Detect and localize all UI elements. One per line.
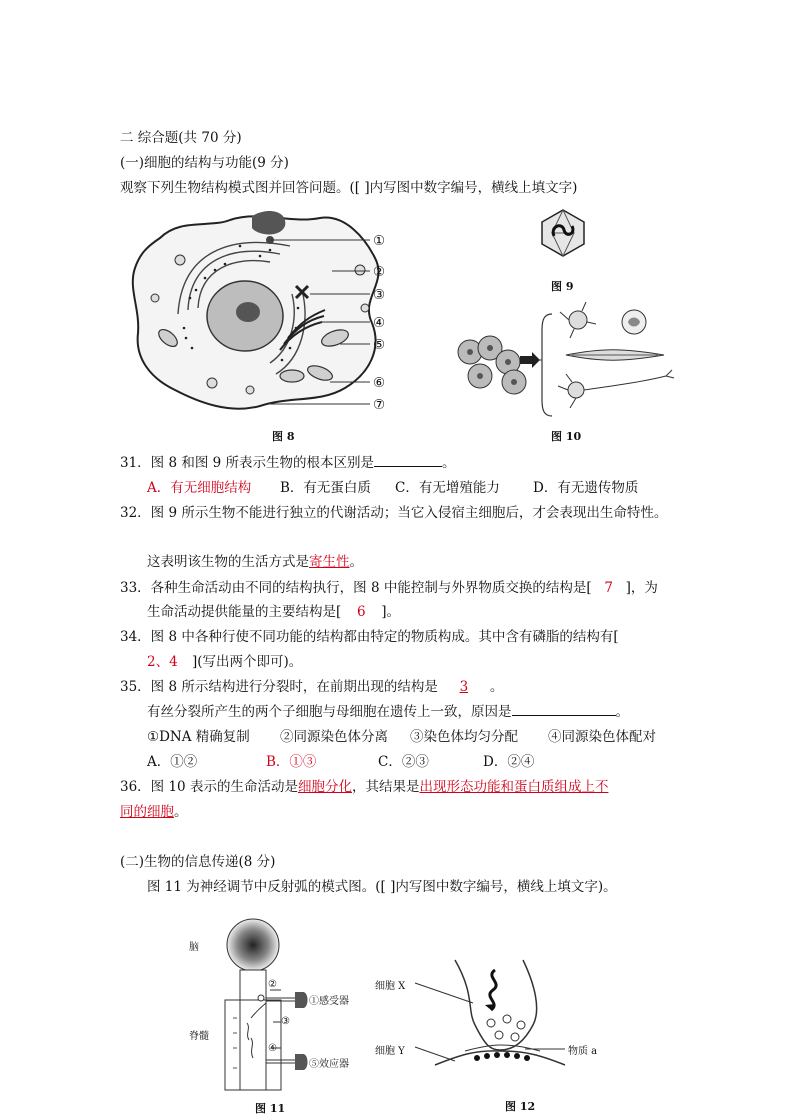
q32-answer[interactable]: 寄生性 bbox=[309, 554, 350, 570]
q32-line2 bbox=[147, 550, 363, 570]
q36-prefix: 36．图 10 表示的生命活动是 bbox=[120, 779, 298, 795]
q32-end: 。 bbox=[349, 554, 363, 570]
q34-answer[interactable]: 2、4 bbox=[147, 654, 178, 670]
q36-line2 bbox=[120, 800, 188, 820]
fig11-brain-label: 脑 bbox=[189, 942, 199, 953]
fig12-cellx-label: 细胞 X bbox=[375, 981, 406, 992]
q32-line1: 32．图 9 所示生物不能进行独立的代谢活动；当它入侵宿主细胞后，才会表现出生命特性。 bbox=[120, 505, 668, 521]
fig11-callout-2: ② bbox=[268, 979, 277, 990]
part1-title: (一)细胞的结构与功能(9 分) bbox=[120, 155, 289, 171]
q36-line1 bbox=[120, 775, 608, 795]
fig10-label: 图 10 bbox=[551, 430, 582, 443]
q34-suffix: ](写出两个即可)。 bbox=[192, 654, 303, 670]
fig11-callout-5: ⑤效应器 bbox=[309, 1059, 349, 1070]
q35-reason-blank[interactable] bbox=[512, 715, 616, 716]
nucleolus bbox=[236, 302, 260, 322]
q33-suffix1: ]，为 bbox=[625, 580, 658, 596]
fig8-callout-7: ⑦ bbox=[373, 397, 386, 413]
q35-prefix: 35．图 8 所示结构进行分裂时，在前期出现的结构是 bbox=[120, 679, 438, 695]
q33-line2 bbox=[147, 600, 400, 620]
fig8-label: 图 8 bbox=[272, 430, 295, 443]
q35-item-1: ①DNA 精确复制 bbox=[147, 729, 250, 745]
q35-item-3: ③染色体均匀分配 bbox=[410, 729, 518, 745]
q35-option-c[interactable]: C．②③ bbox=[378, 754, 429, 770]
q31-end: 。 bbox=[442, 455, 456, 471]
fig8-callout-4: ④ bbox=[373, 315, 386, 331]
figure-11-reflex-arc bbox=[185, 918, 365, 1098]
fig9-label: 图 9 bbox=[551, 280, 574, 293]
fig12-substance-label: 物质 a bbox=[568, 1046, 598, 1057]
fig11-label: 图 11 bbox=[255, 1102, 286, 1115]
q35-line2 bbox=[147, 700, 629, 720]
fig11-callout-3: ③ bbox=[281, 1016, 290, 1027]
fig8-callout-1: ① bbox=[373, 233, 386, 249]
q35-option-d[interactable]: D．②④ bbox=[483, 754, 535, 770]
fig11-callout-1: ①感受器 bbox=[309, 996, 349, 1007]
q35-line1 bbox=[120, 675, 503, 695]
section-title: 二 综合题(共 70 分) bbox=[120, 130, 242, 146]
q35-answer[interactable]: 3 bbox=[459, 679, 469, 695]
q36-end: 。 bbox=[174, 804, 188, 820]
figure-9-virus bbox=[538, 208, 588, 258]
fig8-callout-6: ⑥ bbox=[373, 375, 386, 391]
q31-answer-blank[interactable] bbox=[374, 466, 442, 467]
q36-answer2-line2[interactable]: 同的细胞 bbox=[120, 804, 174, 820]
q34-line1: 34．图 8 中各种行使不同功能的结构都由特定的物质构成。其中含有磷脂的结构有[ bbox=[120, 629, 619, 645]
brain-shape bbox=[227, 919, 279, 971]
fig12-label: 图 12 bbox=[505, 1100, 536, 1113]
q35-item-2: ②同源染色体分离 bbox=[280, 729, 388, 745]
q31-option-c[interactable]: C．有无增殖能力 bbox=[395, 480, 500, 496]
q33-prefix2: 生命活动提供能量的主要结构是[ bbox=[147, 604, 342, 620]
q35-option-a[interactable]: A．①② bbox=[147, 754, 198, 770]
fig8-callout-3: ③ bbox=[373, 287, 386, 303]
q32-prefix: 这表明该生物的生活方式是 bbox=[147, 554, 309, 570]
q33-suffix2: ]。 bbox=[381, 604, 401, 620]
q36-middle: ，其结果是 bbox=[351, 779, 420, 795]
q31-option-d[interactable]: D．有无遗传物质 bbox=[533, 480, 639, 496]
q35-end: 。 bbox=[489, 679, 504, 695]
fig11-callout-4: ④ bbox=[268, 1043, 277, 1054]
fig8-callout-2: ② bbox=[373, 264, 386, 280]
q35-item-4: ④同源染色体配对 bbox=[548, 729, 656, 745]
figure-12-synapse bbox=[415, 955, 565, 1095]
figure-10-differentiation bbox=[452, 300, 677, 420]
q36-answer2-line1[interactable]: 出现形态功能和蛋白质组成上不 bbox=[419, 779, 609, 795]
fig12-celly-label: 细胞 Y bbox=[375, 1046, 405, 1057]
q35-line2-text: 有丝分裂所产生的两个子细胞与母细胞在遗传上一致，原因是 bbox=[147, 704, 512, 720]
fig11-spinal-label: 脊髓 bbox=[189, 1031, 209, 1042]
q33-line1 bbox=[120, 576, 658, 596]
q35-line2-end: 。 bbox=[615, 704, 629, 720]
q31-option-a[interactable]: A．有无细胞结构 bbox=[147, 480, 252, 496]
fig8-callout-5: ⑤ bbox=[373, 337, 386, 353]
q31-option-b[interactable]: B．有无蛋白质 bbox=[280, 480, 371, 496]
q35-option-b[interactable]: B．①③ bbox=[266, 754, 317, 770]
part1-instruction: 观察下列生物结构模式图并回答问题。([ ]内写图中数字编号，横线上填文字) bbox=[120, 180, 578, 196]
q31-line bbox=[120, 451, 456, 471]
q36-answer1[interactable]: 细胞分化 bbox=[297, 779, 352, 795]
q31-text: 31．图 8 和图 9 所表示生物的根本区别是 bbox=[120, 455, 375, 471]
part2-title: (二)生物的信息传递(8 分) bbox=[120, 854, 276, 870]
q33-answer1[interactable]: 7 bbox=[604, 580, 613, 596]
part2-instruction: 图 11 为神经调节中反射弧的模式图。([ ]内写图中数字编号，横线上填文字)。 bbox=[147, 879, 617, 895]
q33-prefix1: 33．各种生命活动由不同的结构执行，图 8 中能控制与外界物质交换的结构是[ bbox=[120, 580, 592, 596]
q34-line2 bbox=[147, 650, 302, 670]
q33-answer2[interactable]: 6 bbox=[356, 604, 366, 620]
